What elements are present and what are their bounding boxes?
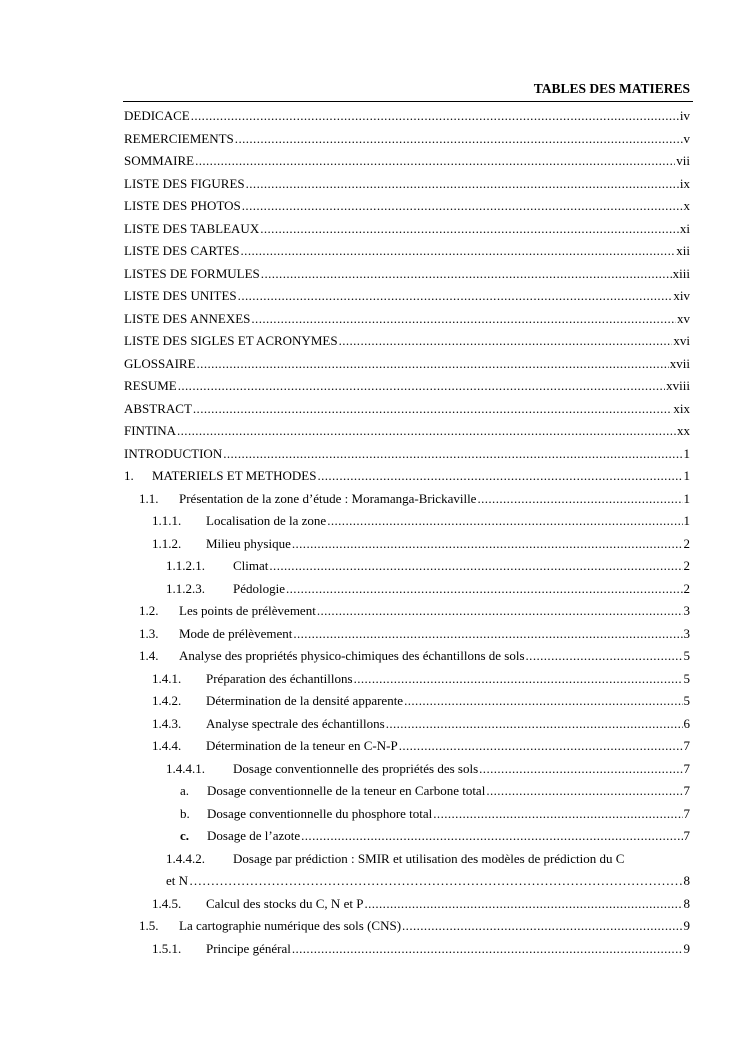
- toc-entry-label: LISTE DES PHOTOS: [124, 198, 241, 213]
- toc-entry[interactable]: [0, 353, 690, 376]
- dot-leader: [477, 488, 682, 511]
- dot-leader: [399, 735, 683, 758]
- toc-entry[interactable]: [0, 803, 690, 826]
- toc-entry-page: 9: [683, 940, 690, 956]
- toc-entry-label: et N: [166, 873, 189, 888]
- toc-entry-page: x: [683, 198, 690, 213]
- toc-entry-label: REMERCIEMENTS: [124, 130, 234, 146]
- toc-entry[interactable]: [0, 308, 690, 331]
- toc-entry-label: LISTE DES UNITES: [124, 288, 237, 303]
- toc-entry-page: 5: [683, 693, 690, 708]
- toc-entry-number: 1.1.1.: [152, 513, 182, 528]
- toc-entry-number: 1.5.: [139, 918, 159, 933]
- dot-leader: [317, 465, 682, 488]
- toc-entry-label: LISTE DES TABLEAUX: [124, 220, 260, 236]
- toc-entry-number: 1.3.: [139, 625, 159, 641]
- toc-entry-number: 1.4.5.: [152, 895, 182, 911]
- toc-entry-page: 7: [683, 738, 690, 753]
- toc-entry-page: 7: [683, 828, 690, 843]
- toc-entry-label: Calcul des stocks du C, N et P: [206, 895, 364, 911]
- toc-entry-page: xvi: [673, 333, 690, 348]
- toc-entry-label: LISTE DES SIGLES ET ACRONYMES: [124, 333, 338, 348]
- toc-entry-label: LISTES DE FORMULES: [124, 265, 260, 281]
- toc-entry-page: v: [683, 130, 690, 146]
- dot-leader: [293, 623, 682, 646]
- dot-leader: [246, 173, 679, 196]
- toc-entry[interactable]: [0, 173, 690, 196]
- dot-leader: [260, 218, 679, 241]
- toc-entry-page: 8: [683, 895, 690, 911]
- toc-entry-page: 2: [683, 580, 690, 596]
- toc-entry[interactable]: [0, 758, 690, 781]
- toc-entry[interactable]: [0, 690, 690, 713]
- toc-entry[interactable]: [0, 218, 690, 241]
- toc-entry-page: xii: [676, 243, 690, 258]
- dot-leader: [301, 825, 682, 848]
- toc-entry[interactable]: [0, 645, 690, 668]
- toc-entry-page: xx: [677, 423, 690, 438]
- toc-entry-number: a.: [180, 783, 190, 798]
- toc-entry[interactable]: [0, 848, 690, 871]
- toc-entry-label: LISTE DES CARTES: [124, 243, 240, 258]
- toc-entry[interactable]: [0, 375, 690, 398]
- toc-entry-number: 1.4.4.: [152, 738, 182, 753]
- dot-leader: [404, 690, 682, 713]
- toc-entry-number: 1.: [124, 468, 134, 483]
- toc-entry[interactable]: [0, 825, 690, 848]
- toc-entry-page: 7: [683, 783, 690, 798]
- toc-entry-page: xiii: [672, 265, 690, 281]
- toc-entry-page: ix: [679, 175, 690, 191]
- dot-leader: [402, 915, 682, 938]
- toc-entry-label: Dosage par prédiction : SMIR et utilisation des modèles de prédiction du C: [233, 850, 625, 866]
- toc-entry-label: LISTE DES FIGURES: [124, 175, 245, 191]
- toc-entry-number: 1.4.1.: [152, 670, 182, 686]
- toc-entry-number: 1.4.4.1.: [166, 760, 205, 776]
- toc-entry-number: 1.4.3.: [152, 715, 182, 731]
- toc-entry-page: 2: [683, 558, 690, 573]
- toc-entry-label: Pédologie: [233, 580, 285, 596]
- dot-leader: [242, 195, 683, 218]
- toc-entry-page: 3: [683, 625, 690, 641]
- toc-entry-page: 1: [683, 468, 690, 483]
- dot-leader: [235, 128, 683, 151]
- toc-entry-label: Dosage conventionnelle des propriétés des sols: [233, 760, 479, 776]
- toc-entry[interactable]: [0, 600, 690, 623]
- toc-entry-page: xviii: [666, 378, 690, 393]
- toc-entry-label: Milieu physique: [206, 535, 291, 551]
- dot-leader: [193, 398, 672, 421]
- dot-leader: [354, 668, 683, 691]
- dot-leader: [191, 105, 679, 128]
- toc-entry-page: xiv: [673, 288, 690, 303]
- toc-entry-label: SOMMAIRE: [124, 153, 195, 168]
- toc-entry[interactable]: [0, 510, 690, 533]
- toc-entry-page: 6: [683, 715, 690, 731]
- toc-entry-label: RESUME: [124, 378, 177, 393]
- toc-entry-page: 1: [683, 445, 690, 461]
- toc-entry[interactable]: [0, 488, 690, 511]
- dot-leader: [327, 510, 682, 533]
- toc-entry[interactable]: [0, 735, 690, 758]
- dot-leader: [433, 803, 682, 826]
- toc-entry-number: 1.2.: [139, 603, 159, 618]
- toc-entry-label: Climat: [233, 558, 269, 573]
- toc-entry-label: GLOSSAIRE: [124, 355, 196, 371]
- toc-entry-page: xi: [679, 220, 690, 236]
- toc-entry[interactable]: [0, 443, 690, 466]
- dot-leader: [251, 308, 676, 331]
- toc-entry-number: 1.1.2.3.: [166, 580, 205, 596]
- toc-entry-page: 7: [683, 760, 690, 776]
- toc-entry-label: DEDICACE: [124, 108, 190, 123]
- dot-leader: [286, 578, 683, 601]
- toc-entry[interactable]: [0, 150, 690, 173]
- dot-leader: [197, 353, 669, 376]
- toc-entry[interactable]: [0, 128, 690, 151]
- toc-entry-label: INTRODUCTION: [124, 445, 223, 461]
- toc-entry-label: Dosage de l’azote: [207, 828, 301, 843]
- toc-entry-label: LISTE DES ANNEXES: [124, 310, 251, 326]
- page-title: TABLES DES MATIERES: [533, 81, 690, 96]
- toc-entry[interactable]: [0, 420, 690, 443]
- table-of-contents: [0, 105, 745, 960]
- toc-entry-page: 5: [683, 670, 690, 686]
- dot-leader: [292, 533, 683, 556]
- toc-entry-label: Principe général: [206, 940, 291, 956]
- toc-entry-label: Dosage conventionnelle du phosphore total: [207, 805, 433, 821]
- toc-entry-page: 8: [683, 873, 690, 888]
- dot-leader: [386, 713, 683, 736]
- toc-entry[interactable]: [0, 915, 690, 938]
- toc-entry-label: Détermination de la teneur en C-N-P: [206, 738, 398, 753]
- dot-leader: [292, 938, 683, 961]
- toc-entry-number: 1.4.4.2.: [166, 850, 205, 866]
- toc-entry-number: 1.1.2.1.: [166, 558, 205, 573]
- dot-leader: [177, 420, 676, 443]
- toc-entry-label: Dosage conventionnelle de la teneur en Carbone total: [207, 783, 486, 798]
- toc-entry[interactable]: [0, 780, 690, 803]
- toc-entry-label: FINTINA: [124, 423, 176, 438]
- toc-entry-label: Les points de prélèvement: [179, 603, 316, 618]
- toc-entry[interactable]: [0, 578, 690, 601]
- dot-leader: [364, 893, 682, 916]
- toc-entry-label: MATERIELS ET METHODES: [152, 468, 317, 483]
- toc-entry-page: xix: [673, 400, 690, 416]
- toc-entry-label: Analyse spectrale des échantillons: [206, 715, 385, 731]
- dot-leader: [261, 263, 672, 286]
- toc-entry-page: 1: [683, 490, 690, 506]
- dot-leader: [269, 555, 682, 578]
- toc-entry[interactable]: [0, 533, 690, 556]
- toc-entry-page: xvii: [669, 355, 690, 371]
- toc-entry[interactable]: [0, 195, 690, 218]
- toc-entry-number: b.: [180, 805, 190, 821]
- toc-entry-page: xv: [677, 310, 690, 326]
- dot-leader: [339, 330, 673, 353]
- toc-entry-label: ABSTRACT: [124, 400, 192, 416]
- toc-entry-page: 1: [683, 513, 690, 528]
- dot-leader: [238, 285, 673, 308]
- toc-entry-page: 9: [683, 918, 690, 933]
- toc-entry-page: 2: [683, 535, 690, 551]
- toc-entry[interactable]: [0, 285, 690, 308]
- toc-entry-label: Mode de prélèvement: [179, 625, 293, 641]
- dot-leader: [486, 780, 682, 803]
- dot-leader: [479, 758, 682, 781]
- toc-entry-label: Localisation de la zone: [206, 513, 327, 528]
- toc-entry[interactable]: [0, 893, 690, 916]
- dot-leader: [241, 240, 676, 263]
- toc-entry-label: Analyse des propriétés physico-chimiques des échantillons de sols: [179, 648, 525, 663]
- toc-entry[interactable]: [0, 465, 690, 488]
- toc-entry-page: 5: [683, 648, 690, 663]
- toc-entry[interactable]: [0, 105, 690, 128]
- toc-entry-label: Préparation des échantillons: [206, 670, 353, 686]
- dot-leader: [189, 870, 682, 893]
- toc-entry[interactable]: [0, 263, 690, 286]
- toc-entry-number: 1.5.1.: [152, 940, 182, 956]
- toc-entry[interactable]: [0, 398, 690, 421]
- dot-leader: [317, 600, 683, 623]
- toc-entry[interactable]: [0, 713, 690, 736]
- toc-entry-page: iv: [679, 108, 690, 123]
- toc-entry[interactable]: [0, 668, 690, 691]
- toc-entry[interactable]: [0, 938, 690, 961]
- toc-entry-continuation[interactable]: [0, 870, 690, 893]
- toc-entry[interactable]: [0, 555, 690, 578]
- title-underline: [123, 101, 693, 102]
- toc-entry[interactable]: [0, 240, 690, 263]
- toc-entry-label: Présentation de la zone d’étude : Moramanga-Brickaville: [179, 490, 477, 506]
- toc-entry-number: 1.1.: [139, 490, 159, 506]
- toc-entry-page: 7: [683, 805, 690, 821]
- toc-entry[interactable]: [0, 330, 690, 353]
- toc-entry-page: 3: [683, 603, 690, 618]
- toc-entry[interactable]: [0, 623, 690, 646]
- dot-leader: [223, 443, 682, 466]
- toc-entry-label: La cartographie numérique des sols (CNS): [179, 918, 402, 933]
- toc-entry-label: Détermination de la densité apparente: [206, 693, 404, 708]
- dot-leader: [526, 645, 683, 668]
- toc-entry-number: 1.4.: [139, 648, 159, 663]
- toc-entry-page: vii: [676, 153, 690, 168]
- dot-leader: [178, 375, 665, 398]
- toc-entry-number: c.: [180, 828, 190, 843]
- toc-entry-number: 1.4.2.: [152, 693, 182, 708]
- dot-leader: [195, 150, 675, 173]
- toc-entry-number: 1.1.2.: [152, 535, 182, 551]
